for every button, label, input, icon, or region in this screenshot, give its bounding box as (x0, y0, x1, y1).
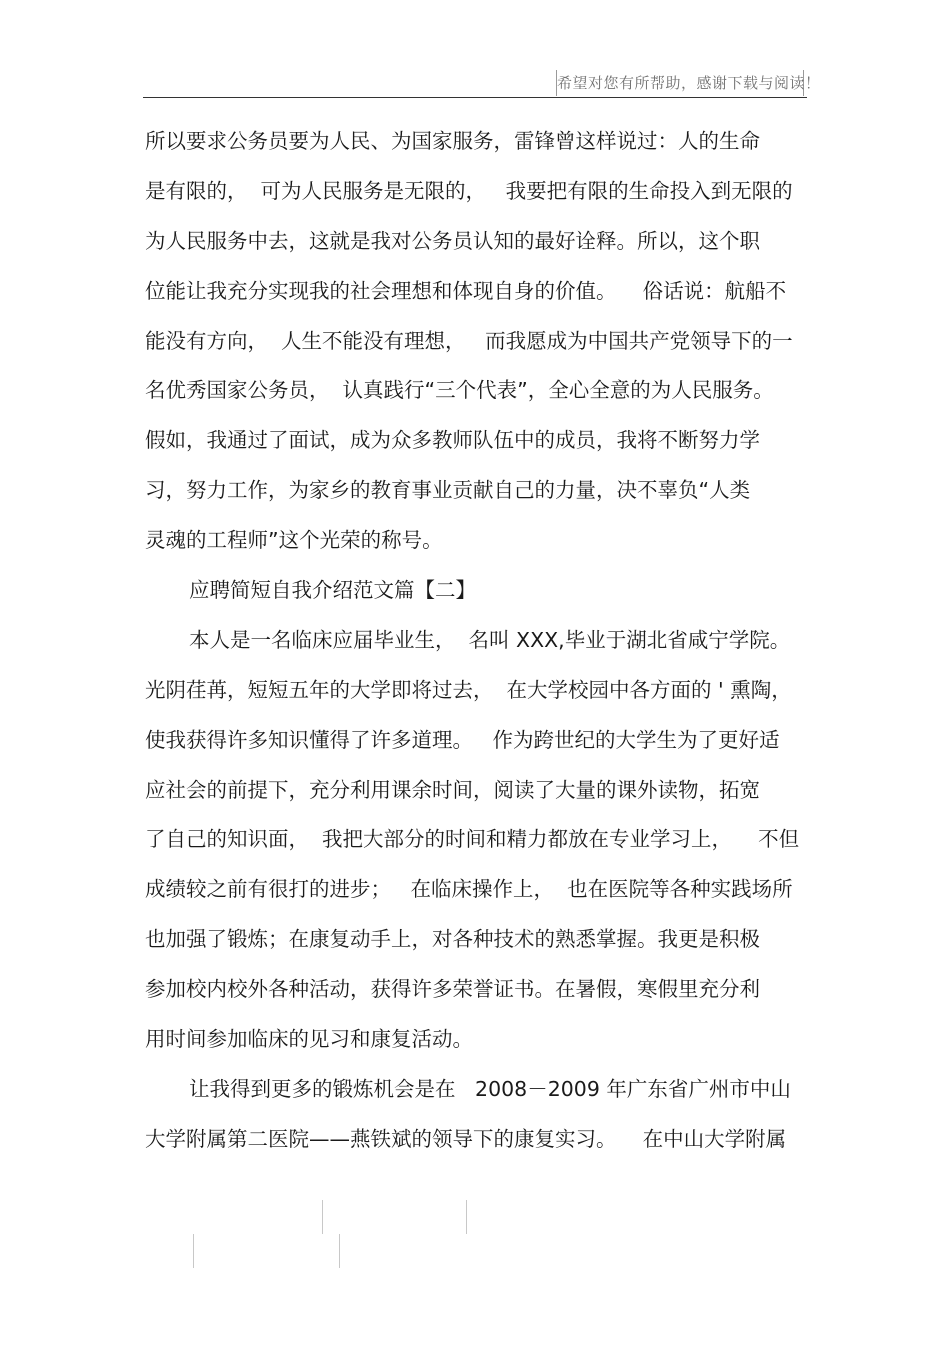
text-line: 本人是一名临床应届毕业生， 名叫 XXX,毕业于湖北省咸宁学院。 (189, 627, 791, 652)
document-body (145, 121, 810, 1169)
decorative-line (339, 1234, 340, 1268)
text-line: 光阴荏苒，短短五年的大学即将过去， 在大学校园中各方面的 ' 熏陶， (145, 677, 792, 702)
decorative-line (466, 1200, 467, 1234)
text-line: 所以要求公务员要为人民、为国家服务，雷锋曾这样说过：人的生命 (145, 129, 760, 153)
text-line: 用时间参加临床的见习和康复活动。 (145, 1027, 473, 1052)
text-line: 应社会的前提下，充分利用课余时间，阅读了大量的课外读物，拓宽 (145, 777, 760, 802)
text-line: 为人民服务中去，这就是我对公务员认知的最好诠释。所以，这个职 (145, 228, 760, 253)
text-line: 使我获得许多知识懂得了许多道理。 作为跨世纪的大学生为了更好适 (145, 727, 780, 752)
text-line: 也加强了锻炼；在康复动手上，对各种技术的熟悉掌握。我更是积极 (145, 927, 760, 952)
text-line: 位能让我充分实现我的社会理想和体现自身的价值。 俗话说：航船不 (145, 278, 787, 303)
decorative-line (193, 1234, 194, 1268)
text-line: 应聘简短自我介绍范文篇【二】 (189, 578, 476, 603)
header-divider (143, 97, 807, 98)
text-line: 习，努力工作，为家乡的教育事业贡献自己的力量，决不辜负“人类 (145, 478, 751, 503)
text-line: 了自己的知识面， 我把大部分的时间和精力都放在专业学习上， 不但 (145, 827, 800, 852)
header-note: 希望对您有所帮助，感谢下载与阅读！ (556, 70, 804, 96)
text-line: 成绩较之前有很打的进步； 在临床操作上， 也在医院等各种实践场所 (145, 877, 793, 902)
text-line: 假如，我通过了面试，成为众多教师队伍中的成员，我将不断努力学 (145, 428, 760, 453)
text-line: 让我得到更多的锻炼机会是在 2008－2009 年广东省广州市中山 (189, 1076, 791, 1101)
text-line: 名优秀国家公务员， 认真践行“三个代表”，全心全意的为人民服务。 (145, 378, 774, 403)
text-line: 灵魂的工程师”这个光荣的称号。 (145, 528, 443, 553)
text-line: 大学附属第二医院——燕铁斌的领导下的康复实习。 在中山大学附属 (145, 1126, 787, 1151)
text-line: 是有限的， 可为人民服务是无限的， 我要把有限的生命投入到无限的 (145, 178, 793, 203)
decorative-line (322, 1200, 323, 1234)
text-line: 能没有方向， 人生不能没有理想， 而我愿成为中国共产党领导下的一 (145, 328, 793, 353)
text-line: 参加校内校外各种活动，获得许多荣誉证书。在暑假，寒假里充分利 (145, 977, 760, 1002)
